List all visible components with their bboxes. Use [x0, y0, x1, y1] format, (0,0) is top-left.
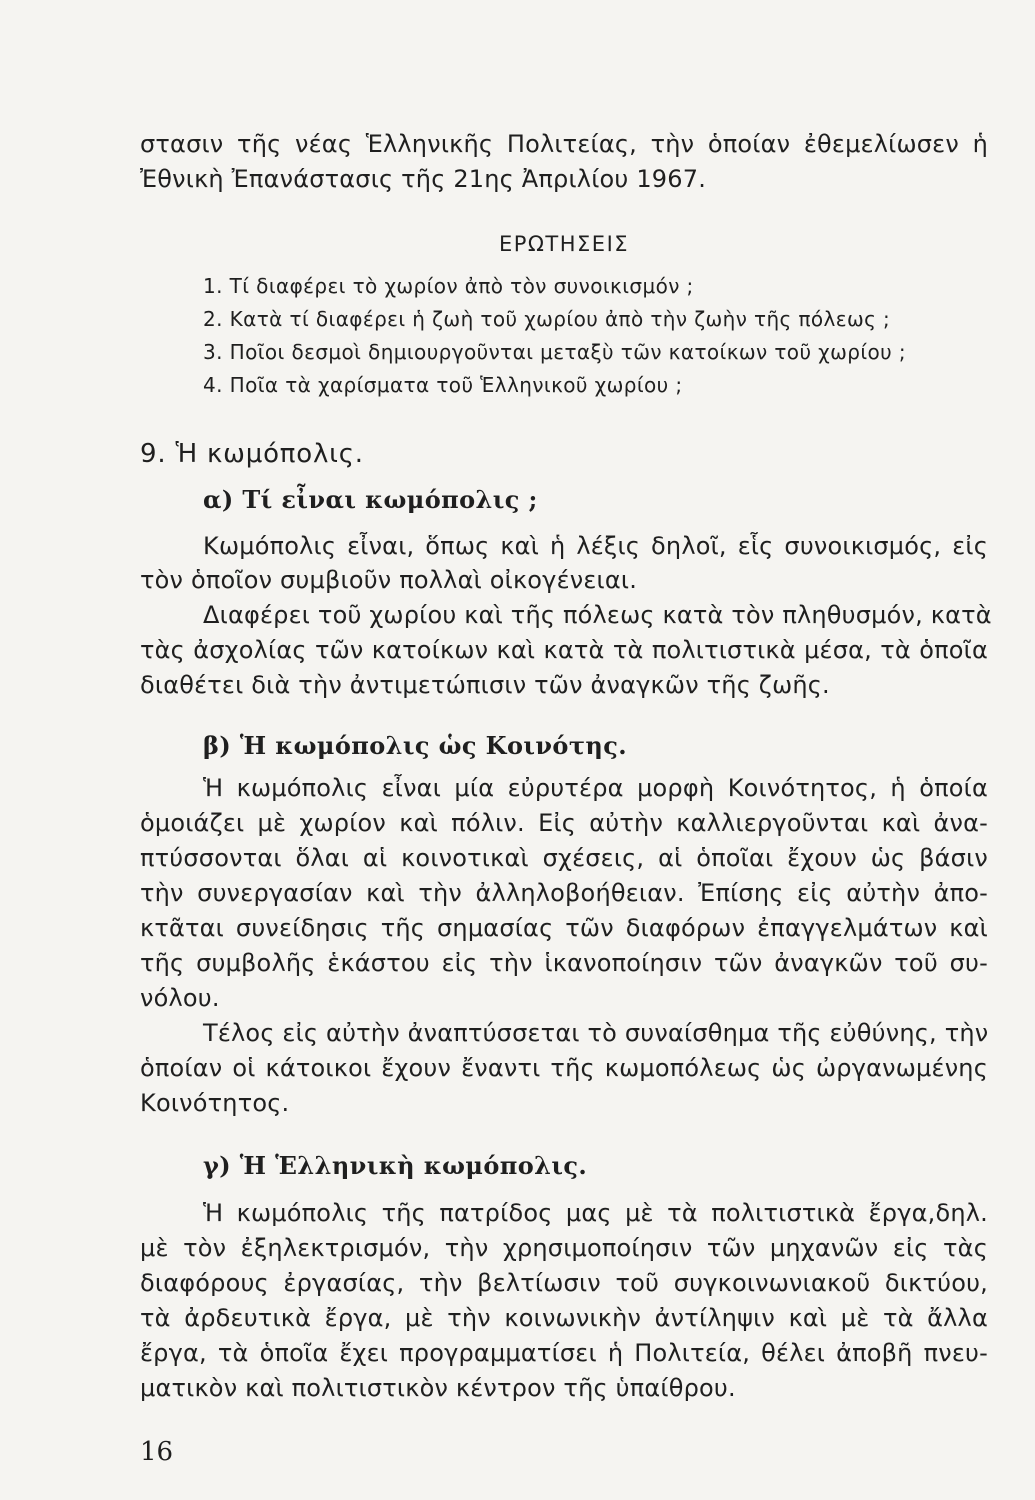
- paragraph-line: κτᾶται συνείδησις τῆς σημασίας τῶν διαφόρων ἐπαγγελμάτων καὶ: [140, 914, 988, 942]
- paragraph-line: ἔργα, τὰ ὁποῖα ἔχει προγραμματίσει ἡ Πολιτεία, θέλει ἀποβῆ πνευ-: [140, 1339, 988, 1367]
- paragraph-line: ματικὸν καὶ πολιτιστικὸν κέντρον τῆς ὑπαίθρου.: [140, 1374, 736, 1402]
- paragraph-line: διαθέτει διὰ τὴν ἀντιμετώπισιν τῶν ἀναγκῶν τῆς ζωῆς.: [140, 671, 830, 699]
- paragraph-line: νόλου.: [140, 984, 220, 1012]
- paragraph-line: ὁποίαν οἱ κάτοικοι ἔχουν ἔναντι τῆς κωμοπόλεως ὡς ὠργανωμένης: [140, 1054, 988, 1082]
- paragraph-line: ὁμοιάζει μὲ χωρίον καὶ πόλιν. Εἰς αὐτὴν καλλιεργοῦνται καὶ ἀνα-: [140, 809, 988, 837]
- question-1: 1. Τί διαφέρει τὸ χωρίον ἀπὸ τὸν συνοικισμόν ;: [203, 274, 694, 298]
- paragraph-line: Ἡ κωμόπολις τῆς πατρίδος μας μὲ τὰ πολιτιστικὰ ἔργα,δηλ.: [203, 1199, 988, 1227]
- paragraph-line: τὰ ἀρδευτικὰ ἔργα, μὲ τὴν κοινωνικὴν ἀντίληψιν καὶ μὲ τὰ ἄλλα: [140, 1304, 988, 1332]
- question-2: 2. Κατὰ τί διαφέρει ἡ ζωὴ τοῦ χωρίου ἀπὸ τὴν ζωὴν τῆς πόλεως ;: [203, 307, 891, 331]
- intro-line-1: στασιν τῆς νέας Ἑλληνικῆς Πολιτείας, τὴν ὁποίαν ἐθεμελίωσεν ἡ: [140, 130, 988, 158]
- questions-heading: ΕΡΩΤΗΣΕΙΣ: [498, 232, 630, 256]
- paragraph-line: διαφόρους ἐργασίας, τὴν βελτίωσιν τοῦ συγκοινωνιακοῦ δικτύου,: [140, 1269, 988, 1297]
- paragraph-line: μὲ τὸν ἐξηλεκτρισμόν, τὴν χρησιμοποίησιν τῶν μηχανῶν εἰς τὰς: [140, 1234, 988, 1262]
- paragraph-line: τὸν ὁποῖον συμβιοῦν πολλαὶ οἰκογένειαι.: [140, 566, 638, 594]
- page-number: 16: [140, 1437, 174, 1467]
- paragraph-line: Τέλος εἰς αὐτὴν ἀναπτύσσεται τὸ συναίσθημα τῆς εὐθύνης, τὴν: [203, 1019, 989, 1047]
- question-3: 3. Ποῖοι δεσμοὶ δημιουργοῦνται μεταξὺ τῶν κατοίκων τοῦ χωρίου ;: [203, 340, 907, 364]
- paragraph-line: Κοινότητος.: [140, 1089, 290, 1117]
- paragraph-line: τῆς συμβολῆς ἑκάστου εἰς τὴν ἱκανοποίησιν τῶν ἀναγκῶν τοῦ συ-: [140, 949, 988, 977]
- subsection-b-heading: β) Ἡ κωμόπολις ὡς Κοινότης.: [203, 731, 627, 760]
- paragraph-line: Διαφέρει τοῦ χωρίου καὶ τῆς πόλεως κατὰ τὸν πληθυσμόν, κατὰ: [203, 601, 992, 629]
- subsection-c-heading: γ) Ἡ Ἑλληνικὴ κωμόπολις.: [203, 1151, 588, 1180]
- section-title: 9. Ἡ κωμόπολις.: [140, 439, 364, 469]
- question-4: 4. Ποῖα τὰ χαρίσματα τοῦ Ἑλληνικοῦ χωρίου ;: [203, 373, 683, 397]
- paragraph-line: πτύσσονται ὅλαι αἱ κοινοτικαὶ σχέσεις, αἱ ὁποῖαι ἔχουν ὡς βάσιν: [140, 844, 988, 872]
- subsection-a-heading: α) Τί εἶναι κωμόπολις ;: [203, 485, 538, 514]
- paragraph-line: Κωμόπολις εἶναι, ὅπως καὶ ἡ λέξις δηλοῖ, εἷς συνοικισμός, εἰς: [203, 532, 988, 560]
- paragraph-line: Ἡ κωμόπολις εἶναι μία εὐρυτέρα μορφὴ Κοινότητος, ἡ ὁποία: [203, 774, 988, 802]
- paragraph-line: τὰς ἀσχολίας τῶν κατοίκων καὶ κατὰ τὰ πολιτιστικὰ μέσα, τὰ ὁποῖα: [140, 636, 988, 664]
- intro-line-2: Ἐθνικὴ Ἐπανάστασις τῆς 21ης Ἀπριλίου 1967.: [140, 165, 707, 193]
- paragraph-line: τὴν συνεργασίαν καὶ τὴν ἀλληλοβοήθειαν. Ἐπίσης εἰς αὐτὴν ἀπο-: [140, 879, 988, 907]
